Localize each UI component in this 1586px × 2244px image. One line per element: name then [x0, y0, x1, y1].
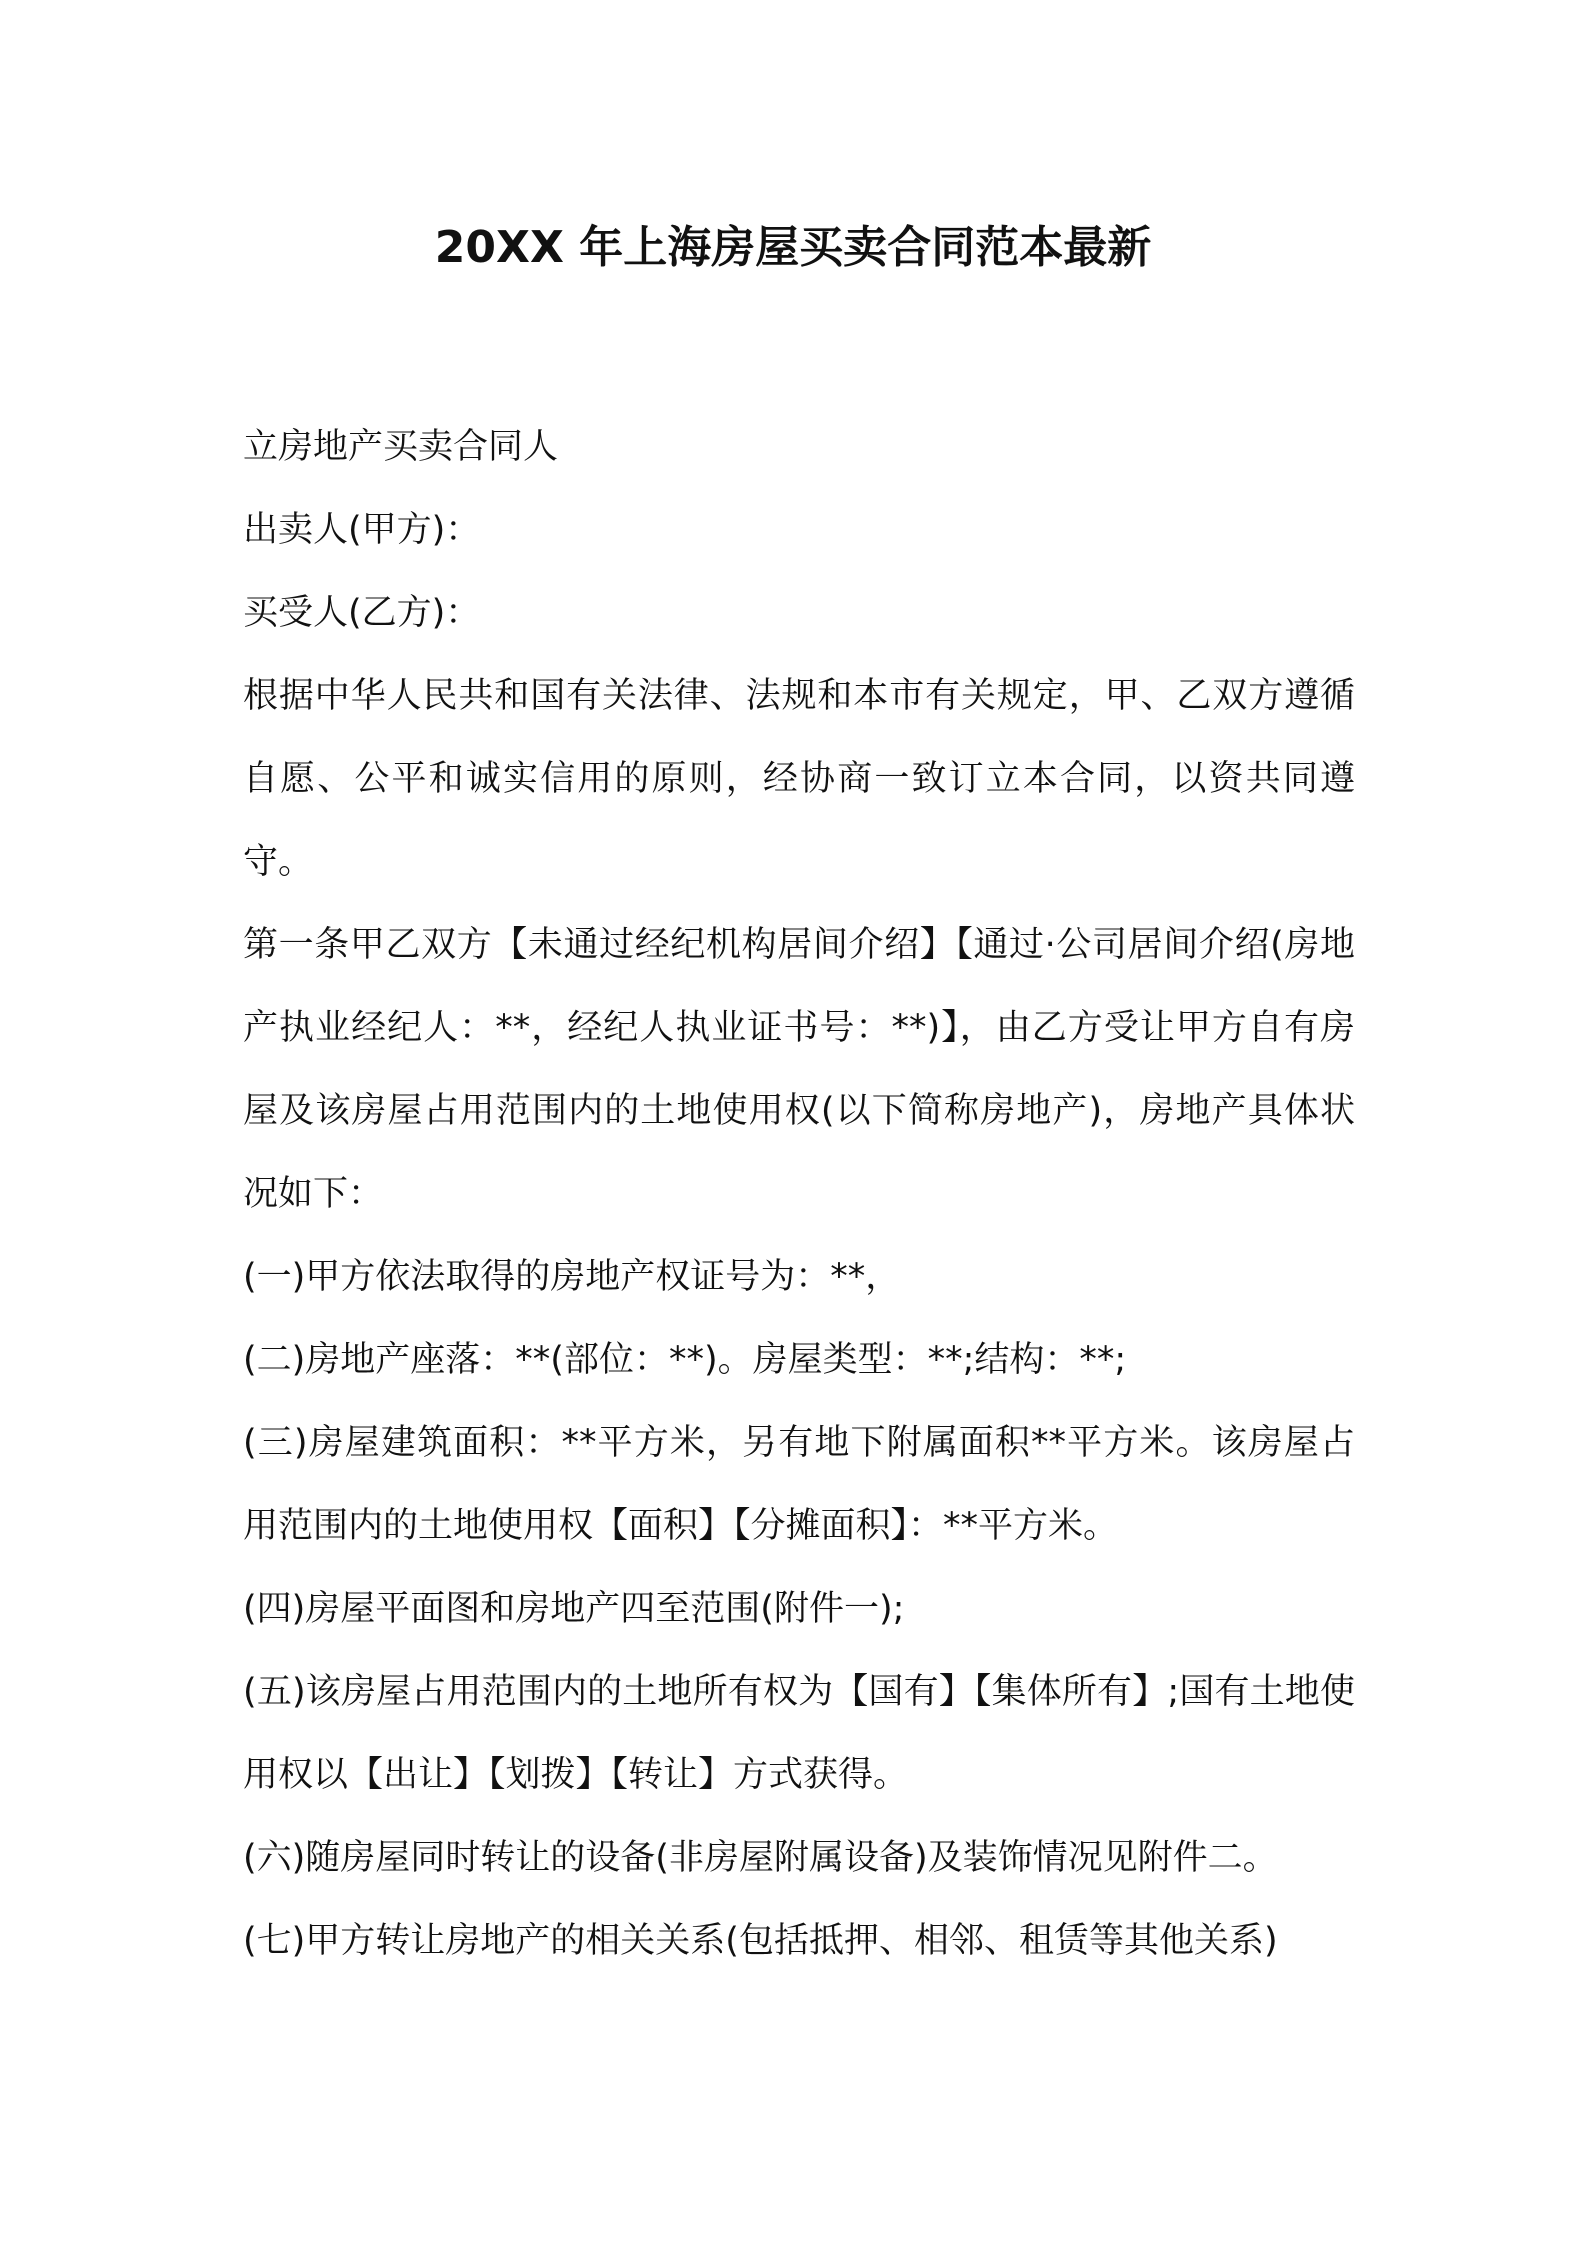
clause-7: (七)甲方转让房地产的相关关系(包括抵押、相邻、租赁等其他关系) [243, 1921, 1278, 1961]
clause-2: (二)房地产座落：**(部位：**)。房屋类型：**;结构：**; [243, 1340, 1127, 1380]
document-body [243, 406, 1355, 1983]
article-1-paragraph: 第一条甲乙双方【未通过经纪机构居间介绍】【通过·公司居间介绍(房地产执业经纪人：**，经纪人执业证书号：**)】，由乙方受让甲方自有房屋及该房屋占用范围内的土地使用权(以下简称房地产)，房地产具体状况如下： [243, 925, 1355, 1214]
clause-5: (五)该房屋占用范围内的土地所有权为【国有】【集体所有】;国有土地使用权以【出让】【划拨】【转让】方式获得。 [243, 1672, 1355, 1795]
contract-parties-heading: 立房地产买卖合同人 [243, 427, 559, 467]
buyer-line: 买受人(乙方)： [243, 593, 481, 633]
clause-6: (六)随房屋同时转让的设备(非房屋附属设备)及装饰情况见附件二。 [243, 1838, 1278, 1878]
clause-4: (四)房屋平面图和房地产四至范围(附件一); [243, 1589, 905, 1629]
preamble-paragraph: 根据中华人民共和国有关法律、法规和本市有关规定，甲、乙双方遵循自愿、公平和诚实信用的原则，经协商一致订立本合同，以资共同遵守。 [243, 676, 1355, 882]
document-title: 20XX 年上海房屋买卖合同范本最新 [434, 222, 1152, 273]
clause-3: (三)房屋建筑面积：**平方米，另有地下附属面积**平方米。该房屋占用范围内的土地使用权【面积】【分摊面积】：**平方米。 [243, 1423, 1355, 1546]
seller-line: 出卖人(甲方)： [243, 510, 481, 550]
clause-1: (一)甲方依法取得的房地产权证号为：**， [243, 1257, 901, 1297]
